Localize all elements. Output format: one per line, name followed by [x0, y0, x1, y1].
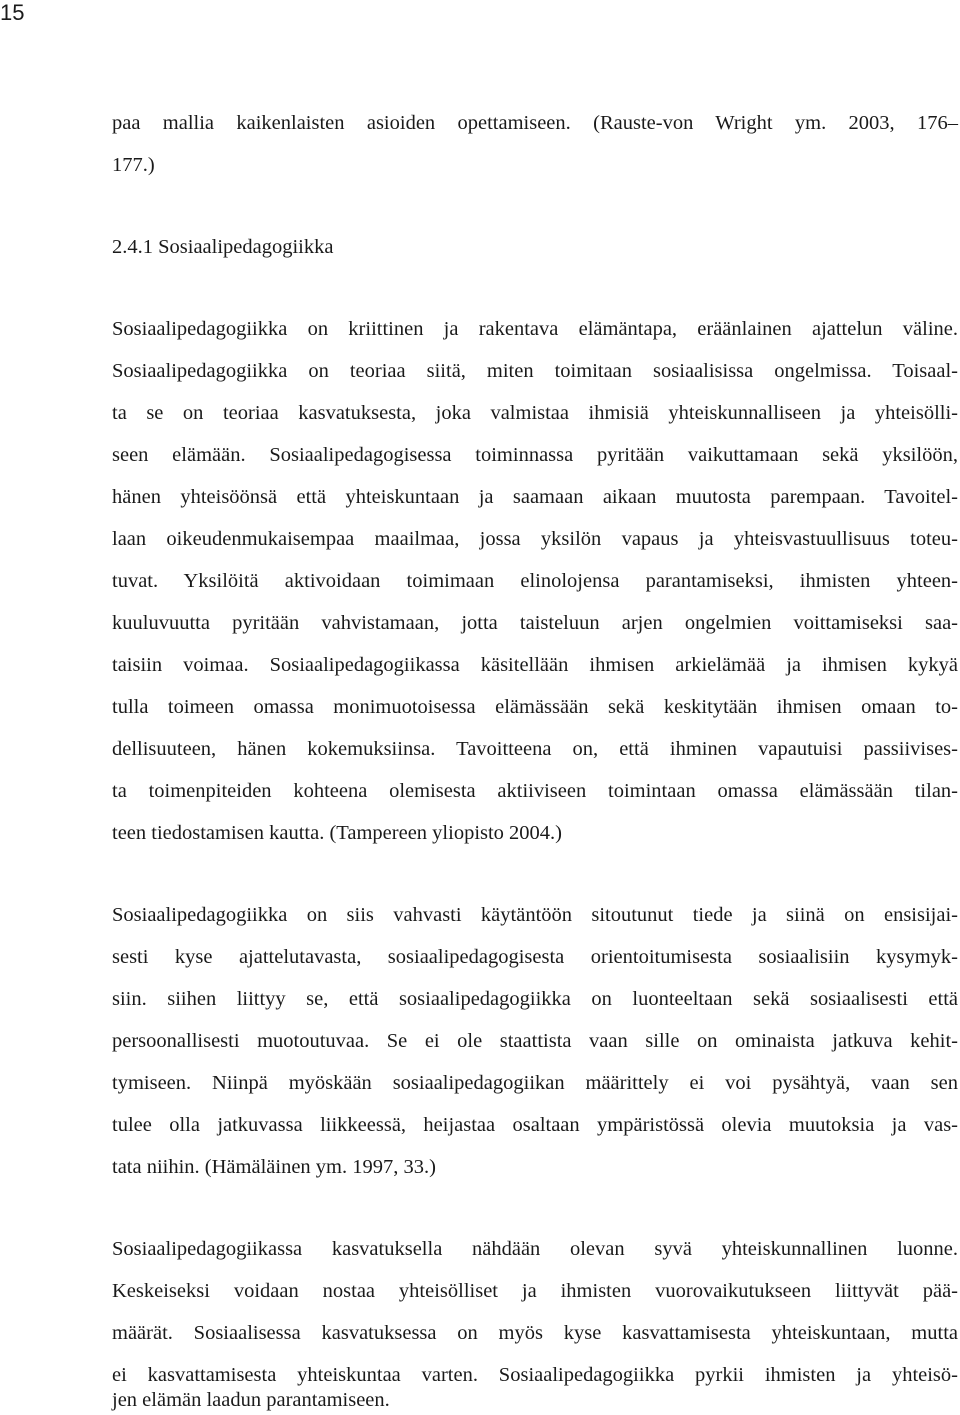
- text-line: ei kasvattamisesta yhteiskuntaa varten. Sosiaalipedagogiikka pyrkii ihmisten ja yhteisö-: [112, 1364, 958, 1386]
- text-line: laan oikeudenmukaisempaa maailmaa, jossa yksilön vapaus ja yhteisvastuullisuus toteu-: [112, 528, 958, 550]
- text-line: Sosiaalipedagogiikassa kasvatuksella nähdään olevan syvä yhteiskunnallinen luonne.: [112, 1238, 958, 1260]
- text-line: ta se on teoriaa kasvatuksesta, joka valmistaa ihmisiä yhteiskunnalliseen ja yhteisölli-: [112, 402, 958, 424]
- text-line: tuvat. Yksilöitä aktivoidaan toimimaan elinolojensa parantamiseksi, ihmisten yhteen-: [112, 570, 958, 592]
- text-line: seen elämään. Sosiaalipedagogisessa toiminnassa pyritään vaikuttamaan sekä yksilöön,: [112, 444, 958, 466]
- text-line: hänen yhteisöönsä että yhteiskuntaan ja saamaan aikaan muutosta parempaan. Tavoitel-: [112, 486, 958, 508]
- text-line: ta toimenpiteiden kohteena olemisesta aktiiviseen toimintaan omassa elämässään tilan-: [112, 780, 958, 802]
- text-line: tata niihin. (Hämäläinen ym. 1997, 33.): [112, 1156, 436, 1178]
- text-line: dellisuuteen, hänen kokemuksiinsa. Tavoitteena on, että ihminen vapautuisi passiivises-: [112, 738, 958, 760]
- page-number: 15: [0, 0, 25, 25]
- text-line: Sosiaalipedagogiikka on kriittinen ja rakentava elämäntapa, eräänlainen ajattelun väline.: [112, 318, 958, 340]
- text-line: 177.): [112, 154, 155, 176]
- text-line: Keskeiseksi voidaan nostaa yhteisölliset ja ihmisten vuorovaikutukseen liittyvät pää-: [112, 1280, 958, 1302]
- text-line: tymiseen. Niinpä myöskään sosiaalipedagogiikan määrittely ei voi pysähtyä, vaan sen: [112, 1072, 958, 1094]
- text-line: määrät. Sosiaalisessa kasvatuksessa on myös kyse kasvattamisesta yhteiskuntaan, mutta: [112, 1322, 958, 1344]
- text-line: tulla toimeen omassa monimuotoisessa elämässään sekä keskitytään ihmisen omaan to-: [112, 696, 958, 718]
- text-line: Sosiaalipedagogiikka on siis vahvasti käytäntöön sitoutunut tiede ja siinä on ensisijai-: [112, 904, 958, 926]
- text-line: sesti kyse ajattelutavasta, sosiaalipedagogisesta orientoitumisesta sosiaalisiin kysymyk-: [112, 946, 958, 968]
- text-line: tulee olla jatkuvassa liikkeessä, heijastaa osaltaan ympäristössä olevia muutoksia ja vas-: [112, 1114, 958, 1136]
- text-line: Sosiaalipedagogiikka on teoriaa siitä, miten toimitaan sosiaalisissa ongelmissa. Toisaal-: [112, 360, 958, 382]
- text-line: taisiin voimaa. Sosiaalipedagogiikassa käsitellään ihmisen arkielämää ja ihmisen kykyä: [112, 654, 958, 676]
- text-line: paa mallia kaikenlaisten asioiden opettamiseen. (Rauste-von Wright ym. 2003, 176–: [112, 112, 958, 134]
- text-line: persoonallisesti muotoutuvaa. Se ei ole staattista vaan sille on ominaista jatkuva kehit-: [112, 1030, 958, 1052]
- text-line: siin. siihen liittyy se, että sosiaalipedagogiikka on luonteeltaan sekä sosiaalisesti että: [112, 988, 958, 1010]
- text-line: kuuluvuutta pyritään vahvistamaan, jotta taisteluun arjen ongelmien voittamiseksi saa-: [112, 612, 958, 634]
- text-line: jen elämän laadun parantamiseen.: [112, 1389, 390, 1411]
- text-line: teen tiedostamisen kautta. (Tampereen yliopisto 2004.): [112, 822, 563, 844]
- section-heading: 2.4.1 Sosiaalipedagogiikka: [112, 236, 334, 258]
